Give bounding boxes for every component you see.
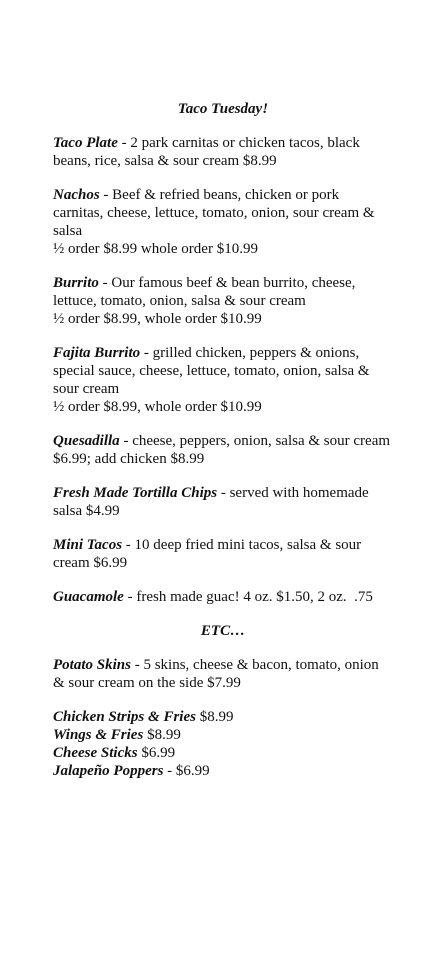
item-name: Chicken Strips & Fries: [53, 709, 196, 725]
item-price-line: ½ order $8.99 whole order $10.99: [53, 241, 258, 257]
item-name: Nachos: [53, 187, 100, 203]
item-description: Our famous beef & bean burrito, cheese, lettuce, tomato, onion, salsa & sour cream: [53, 275, 356, 309]
item-name: Wings & Fries: [53, 727, 144, 743]
sides-list: [53, 708, 393, 780]
menu-item-cheese-sticks: [53, 744, 393, 762]
item-name: Fajita Burrito: [53, 345, 141, 361]
menu-item-fajita-burrito: [53, 344, 393, 416]
menu-item-burrito: [53, 274, 393, 328]
item-name: Jalapeño Poppers: [53, 763, 164, 779]
menu-item-nachos: [53, 186, 393, 258]
item-name: Fresh Made Tortilla Chips: [53, 485, 218, 501]
menu-item-taco-plate: [53, 134, 393, 170]
item-price-line: ½ order $8.99, whole order $10.99: [53, 399, 262, 415]
item-separator: -: [217, 485, 230, 501]
item-name: Burrito: [53, 275, 99, 291]
taco-tuesday-heading: Taco Tuesday!: [177, 101, 269, 117]
item-description: 10 deep fried mini tacos, salsa & sour cream $6.99: [53, 537, 362, 571]
item-description: Beef & refried beans, chicken or pork carnitas, cheese, lettuce, tomato, onion, sour cream & salsa: [53, 187, 375, 239]
item-price: $8.99: [199, 709, 234, 725]
item-separator: -: [117, 135, 131, 151]
item-description: 5 skins, cheese & bacon, tomato, onion & sour cream on the side $7.99: [53, 657, 379, 691]
menu-item-potato-skins: [53, 656, 393, 692]
item-name: Guacamole: [53, 589, 124, 605]
item-separator: -: [130, 657, 144, 673]
item-price: $6.99: [175, 763, 210, 779]
menu-item-quesadilla: [53, 432, 393, 468]
item-price: $6.99: [141, 745, 176, 761]
item-description: grilled chicken, peppers & onions, special sauce, cheese, lettuce, tomato, onion, salsa & sour cream: [53, 345, 370, 397]
item-name: Cheese Sticks: [53, 745, 138, 761]
item-description: served with homemade salsa $4.99: [53, 485, 369, 519]
menu-item-guacamole: [53, 588, 393, 606]
item-description: 2 park carnitas or chicken tacos, black beans, rice, salsa & sour cream $8.99: [53, 135, 360, 169]
item-separator: -: [163, 763, 176, 779]
item-name: Potato Skins: [53, 657, 131, 673]
item-separator: -: [98, 275, 112, 291]
menu-item-jalapeno-poppers: [53, 762, 393, 780]
menu-item-chicken-strips: [53, 708, 393, 726]
menu-page: [53, 100, 393, 780]
item-name: Mini Tacos: [53, 537, 123, 553]
item-name: Taco Plate: [53, 135, 118, 151]
menu-item-tortilla-chips: [53, 484, 393, 520]
item-separator: -: [119, 433, 133, 449]
item-description: fresh made guac! 4 oz. $1.50, 2 oz. .75: [136, 589, 373, 605]
item-separator: -: [99, 187, 113, 203]
item-price: $8.99: [147, 727, 181, 743]
item-name: Quesadilla: [53, 433, 120, 449]
menu-item-mini-tacos: [53, 536, 393, 572]
menu-item-wings: [53, 726, 393, 744]
item-description: cheese, peppers, onion, salsa & sour cream $6.99; add chicken $8.99: [53, 433, 391, 467]
item-separator: -: [122, 537, 135, 553]
item-price-line: ½ order $8.99, whole order $10.99: [53, 311, 262, 327]
item-separator: -: [123, 589, 137, 605]
etc-heading: ETC…: [200, 623, 246, 639]
item-separator: -: [140, 345, 153, 361]
